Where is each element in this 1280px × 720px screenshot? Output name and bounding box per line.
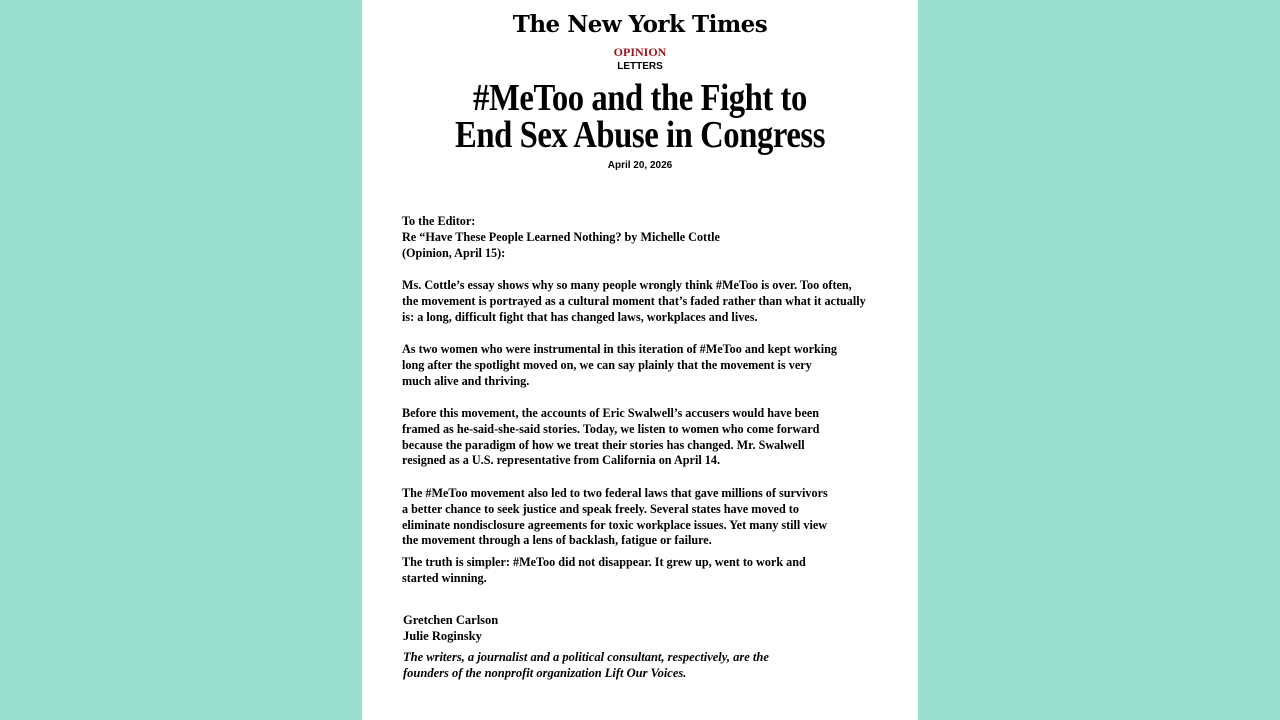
publish-date: April 20, 2026	[607, 160, 673, 171]
letter-paragraph: Before this movement, the accounts of Eric Swalwell’s accusers would have been framed as he-said-she-said stories. Today, we listen to women who come forward because the paradigm of how we treat their stories has changed. Mr. Swalwell resigned as a U.S. representative from California on April 14.	[402, 406, 820, 468]
newspaper-page	[362, 0, 918, 720]
headline-line-2: End Sex Abuse in Congress	[454, 114, 826, 156]
letter-paragraph: The truth is simpler: #MeToo did not disappear. It grew up, went to work and started winning.	[402, 555, 806, 585]
author-bio: The writers, a journalist and a political consultant, respectively, are the founders of the nonprofit organization Lift Our Voices.	[403, 650, 769, 680]
headline-line-1: #MeToo and the Fight to	[473, 77, 807, 119]
letter-body	[402, 214, 892, 611]
subsection-label[interactable]: LETTERS	[617, 61, 663, 72]
letter-salutation: To the Editor: Re “Have These People Learned Nothing? by Michelle Cottle (Opinion, April 15):	[402, 214, 720, 260]
letter-paragraph: As two women who were instrumental in this iteration of #MeToo and kept working long after the spotlight moved on, we can say plainly that the movement is very much alive and thriving.	[402, 342, 838, 388]
masthead-logo[interactable]: The New York Times	[512, 11, 768, 38]
letter-paragraph: The #MeToo movement also led to two federal laws that gave millions of survivors a better chance to seek justice and speak freely. Several states have moved to eliminate nondisclosure agreements for toxic workplace issues. Yet many still view the movement through a lens of backlash, fatigue or failure.	[402, 486, 828, 548]
section-label[interactable]: OPINION	[613, 45, 667, 59]
letter-paragraph: Ms. Cottle’s essay shows why so many people wrongly think #MeToo is over. Too often, the movement is portrayed as a cultural moment that’s faded rather than what it actually is: a long, difficult fight that has changed laws, workplaces and lives.	[402, 278, 866, 324]
signature-names: Gretchen Carlson Julie Roginsky	[403, 613, 499, 643]
letter-signatures	[403, 613, 893, 644]
headline	[401, 77, 879, 156]
